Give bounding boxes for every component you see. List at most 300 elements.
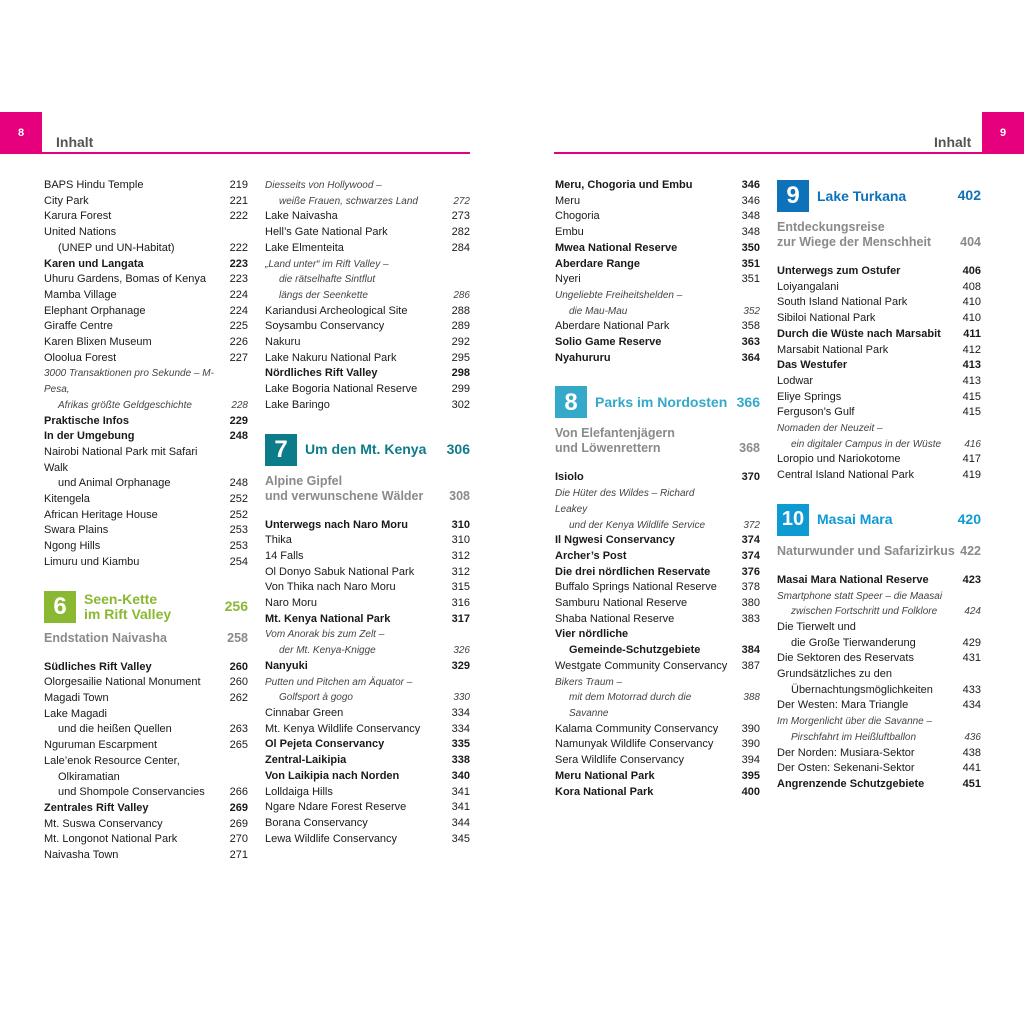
toc-entry-title: Ol Donyo Sabuk National Park <box>265 565 415 578</box>
toc-entry <box>555 533 760 549</box>
toc-entry-title: Naro Moru <box>265 597 317 610</box>
toc-entry <box>777 636 981 652</box>
chapter-title <box>817 189 958 204</box>
toc-entry-page: 284 <box>451 241 470 254</box>
toc-entry <box>555 643 760 659</box>
toc-entry-page: 298 <box>451 367 470 380</box>
toc-entry <box>777 604 981 620</box>
toc-entry-title: Lodwar <box>777 374 814 387</box>
toc-entry-title: „Land unter“ im Rift Valley – <box>265 258 389 270</box>
page-number-left: 8 <box>17 127 25 139</box>
chapter-subtitle <box>555 426 760 456</box>
toc-entry <box>44 194 248 210</box>
toc-entry <box>44 722 248 738</box>
toc-entry <box>555 257 760 273</box>
toc-entry <box>555 518 760 534</box>
toc-entry-page: 438 <box>962 746 981 759</box>
toc-entry-page: 341 <box>451 801 470 814</box>
toc-entry <box>555 737 760 753</box>
toc-entry-title: Naivasha Town <box>44 849 119 862</box>
toc-entry <box>777 651 981 667</box>
toc-entry <box>777 358 981 374</box>
toc-entry-title: mit dem Motorrad durch die Savanne <box>569 692 692 719</box>
header-rule-left <box>42 152 470 154</box>
toc-entry-title: Sera Wildlife Conservancy <box>555 754 684 767</box>
toc-entry-page: 348 <box>741 226 760 239</box>
toc-entry <box>265 737 470 753</box>
header-rule-right <box>554 152 982 154</box>
toc-entry-title: Angrenzende Schutzgebiete <box>777 777 925 790</box>
toc-entry-page: 370 <box>741 471 760 484</box>
toc-entry <box>44 398 248 414</box>
toc-entry-title: Ngare Ndare Forest Reserve <box>265 801 407 814</box>
toc-entry-page: 224 <box>229 288 248 301</box>
toc-entry-title: Gemeinde-Schutzgebiete <box>569 644 701 657</box>
toc-entry-title: weiße Frauen, schwarzes Land <box>279 195 418 207</box>
toc-entry <box>555 351 760 367</box>
toc-entry-page: 226 <box>229 336 248 349</box>
toc-entry <box>265 382 470 398</box>
toc-entry-page: 417 <box>962 453 981 466</box>
toc-entry-page: 260 <box>229 676 248 689</box>
toc-entry-title: Zentral-Laikipia <box>265 754 347 767</box>
toc-entry-page: 254 <box>229 555 248 568</box>
page-header-right: Inhalt <box>934 134 972 150</box>
toc-entry <box>555 627 760 643</box>
toc-entry-title: Die Sektoren des Reservats <box>777 652 914 665</box>
toc-entry-page: 346 <box>741 179 760 191</box>
toc-entry <box>777 390 981 406</box>
toc-entry-title: Mt. Kenya National Park <box>265 612 391 625</box>
toc-entry-title: Lolldaiga Hills <box>265 785 333 798</box>
toc-entry-page: 412 <box>962 343 981 356</box>
toc-entry-title: Der Osten: Sekenani-Sektor <box>777 762 915 775</box>
toc-entry <box>44 351 248 367</box>
chapter-title <box>817 512 958 527</box>
toc-entry <box>44 848 248 864</box>
page-number-tab-left <box>0 112 42 154</box>
chapter-subtitle-line1: Alpine Gipfel <box>265 473 343 488</box>
toc-entry-title: Durch die Wüste nach Marsabit <box>777 327 941 340</box>
toc-entry-page: 248 <box>229 477 248 490</box>
toc-entry-title: United Nations <box>44 226 117 239</box>
toc-entry-title: Im Morgenlicht über die Savanne – <box>777 716 933 728</box>
toc-entry-page: 316 <box>451 597 470 610</box>
toc-entry-title: Masai Mara National Reserve <box>777 573 929 586</box>
toc-entry-title: Südliches Rift Valley <box>44 660 152 673</box>
toc-entry-title: Hell’s Gate National Park <box>265 226 388 239</box>
toc-entry-title: Das Westufer <box>777 359 848 372</box>
toc-entry <box>265 225 470 241</box>
toc-entry <box>44 209 248 225</box>
toc-entry <box>777 730 981 746</box>
toc-entry <box>777 374 981 390</box>
toc-entry-title: Oloolua Forest <box>44 351 117 364</box>
toc-entry-title: South Island National Park <box>777 296 908 309</box>
chapter-subtitle-text <box>777 544 955 559</box>
toc-entry-title: Die drei nördlichen Reservate <box>555 565 711 578</box>
toc-entry-title: (UNEP und UN-Habitat) <box>58 241 175 254</box>
toc-entry-title: Loiyangalani <box>777 280 839 293</box>
toc-entry-page: 351 <box>741 257 760 270</box>
toc-entry-title: Borana Conservancy <box>265 816 368 829</box>
toc-entry-title: Karura Forest <box>44 210 112 223</box>
toc-entry-title: Namunyak Wildlife Conservancy <box>555 738 714 751</box>
chapter-number-box: 8 <box>555 386 587 418</box>
toc-entry-title: Unterwegs zum Ostufer <box>777 265 901 277</box>
toc-entry-title: Diesseits von Hollywood – <box>265 180 382 191</box>
toc-entry <box>265 832 470 848</box>
toc-entry <box>555 335 760 351</box>
toc-entry <box>555 470 760 486</box>
toc-entry-title: Die Hüter des Wildes – Richard Leakey <box>555 488 695 515</box>
toc-entry-title: Lake Naivasha <box>265 210 338 223</box>
toc-entry <box>555 241 760 257</box>
toc-entry-title: Nguruman Escarpment <box>44 739 158 752</box>
chapter-number-box: 6 <box>44 591 76 623</box>
toc-entry-page: 262 <box>229 691 248 704</box>
toc-entry-page: 400 <box>741 785 760 798</box>
toc-entry-page: 346 <box>741 194 760 207</box>
toc-entry-title: Ferguson’s Gulf <box>777 406 855 419</box>
toc-entry-title: Limuru und Kiambu <box>44 555 140 568</box>
toc-entry-page: 411 <box>963 327 981 340</box>
toc-entry-title: Embu <box>555 226 584 239</box>
toc-entry <box>265 675 470 691</box>
toc-entry-title: Ol Pejeta Conservancy <box>265 738 385 751</box>
toc-entry <box>265 690 470 706</box>
chapter-subtitle-line1: Von Elefantenjägern <box>555 426 675 441</box>
toc-entry-page: 364 <box>741 351 760 364</box>
chapter-title-row <box>555 384 760 420</box>
toc-entry-title: Aberdare Range <box>555 257 640 270</box>
toc-entry <box>265 627 470 643</box>
chapter-subtitle-line1: Endstation Naivasha <box>44 630 167 645</box>
toc-entry-title: Olorgesailie National Monument <box>44 676 201 689</box>
toc-entry <box>44 660 248 676</box>
toc-entry-page: 224 <box>229 304 248 317</box>
toc-entry-page: 326 <box>453 645 470 657</box>
toc-entry <box>777 264 981 280</box>
toc-entry <box>44 770 248 786</box>
chapter-page: 420 <box>957 510 981 527</box>
toc-entry-title: Grundsätzliches zu den <box>777 668 892 681</box>
toc-entry-title: Solio Game Reserve <box>555 336 662 349</box>
toc-entry <box>265 351 470 367</box>
toc-entry <box>265 800 470 816</box>
toc-entry-title: Soysambu Conservancy <box>265 320 385 333</box>
toc-entry-page: 345 <box>451 832 470 845</box>
toc-entry-page: 295 <box>451 351 470 364</box>
toc-entry <box>777 573 981 589</box>
toc-entry <box>44 335 248 351</box>
toc-entry <box>44 319 248 335</box>
chapter-subtitle <box>777 544 981 559</box>
toc-entry <box>777 683 981 699</box>
toc-entry-page: 266 <box>229 786 248 799</box>
chapter-title-row <box>777 178 981 214</box>
chapter-title-row <box>44 589 248 625</box>
toc-entry <box>555 753 760 769</box>
toc-entry-title: Nomaden der Neuzeit – <box>777 423 883 435</box>
toc-entry <box>555 612 760 628</box>
toc-entry-page: 270 <box>229 833 248 846</box>
toc-entry-title: Nanyuki <box>265 659 308 672</box>
toc-entry-title: Golfsport à gogo <box>279 692 353 704</box>
toc-entry-title: Swara Plains <box>44 524 109 537</box>
toc-entry-page: 394 <box>741 754 760 767</box>
toc-entry <box>777 452 981 468</box>
toc-entry-page: 248 <box>229 430 248 443</box>
toc-entry-title: Westgate Community Conservancy <box>555 659 728 672</box>
toc-entry-title: zwischen Fortschritt und Folklore <box>791 606 938 618</box>
toc-entry <box>555 288 760 304</box>
toc-entry-title: Mt. Kenya Wildlife Conservancy <box>265 722 421 735</box>
toc-entry <box>44 445 248 476</box>
toc-entry-title: Samburu National Reserve <box>555 597 688 610</box>
chapter-page: 366 <box>736 393 760 410</box>
toc-entry-page: 282 <box>451 226 470 239</box>
chapter-page: 256 <box>224 597 248 614</box>
toc-entry-title: Cinnabar Green <box>265 706 344 719</box>
toc-entry-page: 223 <box>229 257 248 270</box>
toc-entry-page: 221 <box>229 194 248 207</box>
toc-entry-page: 374 <box>741 534 760 547</box>
toc-entry-title: der Mt. Kenya-Knigge <box>279 645 376 657</box>
toc-entry <box>44 366 248 397</box>
toc-entry-title: Kariandusi Archeological Site <box>265 304 408 317</box>
toc-entry <box>265 272 470 288</box>
toc-entry-title: Vier nördliche <box>555 628 629 641</box>
toc-entry-title: Übernachtungsmöglichkeiten <box>791 683 933 696</box>
toc-entry-page: 227 <box>229 351 248 364</box>
toc-entry-page: 286 <box>453 289 470 301</box>
toc-entry-page: 334 <box>451 722 470 735</box>
toc-entry-page: 416 <box>964 438 981 450</box>
toc-entry-page: 376 <box>741 565 760 578</box>
toc-entry-page: 260 <box>229 660 248 673</box>
toc-entry <box>555 722 760 738</box>
toc-entry <box>777 667 981 683</box>
toc-entry-page: 289 <box>451 320 470 333</box>
toc-entry <box>555 565 760 581</box>
toc-entry-title: Nyeri <box>555 273 581 286</box>
toc-entry-title: Afrikas größte Geldgeschichte <box>58 399 192 411</box>
page-number-right: 9 <box>999 127 1007 139</box>
toc-entry-title: Die Tierwelt und <box>777 620 856 633</box>
chapter-title-row <box>777 502 981 538</box>
toc-entry-title: Karen und Langata <box>44 257 144 270</box>
toc-entry-title: Buffalo Springs National Reserve <box>555 581 717 594</box>
toc-entry-page: 408 <box>962 280 981 293</box>
toc-entry-page: 363 <box>741 336 760 349</box>
toc-entry <box>555 194 760 210</box>
toc-entry-page: 288 <box>451 304 470 317</box>
chapter-subtitle <box>777 220 981 250</box>
chapter-subtitle-line2: und Löwenrettern <box>555 441 661 456</box>
toc-entry <box>265 257 470 273</box>
toc-entry <box>265 753 470 769</box>
toc-entry-page: 271 <box>229 849 248 862</box>
toc-entry <box>44 691 248 707</box>
toc-entry-page: 219 <box>229 179 248 191</box>
toc-entry <box>265 209 470 225</box>
toc-entry <box>265 241 470 257</box>
toc-entry <box>44 508 248 524</box>
toc-entry-page: 387 <box>741 659 760 672</box>
chapter-title-line1: Parks im Nordosten <box>595 393 728 410</box>
toc-entry-title: Vom Anorak bis zum Zelt – <box>265 629 385 641</box>
toc-entry-page: 436 <box>964 731 981 743</box>
toc-entry-title: Nyahururu <box>555 351 611 364</box>
chapter-subtitle-page: 404 <box>960 235 981 249</box>
toc-entry <box>44 817 248 833</box>
toc-entry <box>555 272 760 288</box>
toc-entry-page: 302 <box>451 398 470 411</box>
toc-entry <box>265 659 470 675</box>
toc-entry-page: 312 <box>451 565 470 578</box>
toc-entry <box>777 777 981 793</box>
toc-entry-title: Mt. Longonot National Park <box>44 833 178 846</box>
toc-entry <box>555 690 760 721</box>
toc-entry <box>44 429 248 445</box>
toc-entry-page: 341 <box>451 785 470 798</box>
toc-entry-title: die Große Tierwanderung <box>791 636 916 649</box>
toc-entry <box>265 335 470 351</box>
chapter-title-line1: Lake Turkana <box>817 187 907 204</box>
chapter-subtitle-text <box>555 426 675 456</box>
toc-entry-page: 395 <box>741 769 760 782</box>
toc-entry-page: 265 <box>229 739 248 752</box>
toc-entry <box>265 565 470 581</box>
toc-entry-page: 383 <box>741 612 760 625</box>
toc-entry-page: 352 <box>743 305 760 317</box>
chapter-title-line1: Masai Mara <box>817 511 893 528</box>
toc-entry <box>265 304 470 320</box>
toc-entry <box>555 596 760 612</box>
toc-entry-page: 358 <box>741 320 760 333</box>
toc-entry <box>265 612 470 628</box>
toc-entry-title: Praktische Infos <box>44 414 129 427</box>
toc-entry-title: ein digitaler Campus in der Wüste <box>791 438 942 450</box>
toc-entry-title: Unterwegs nach Naro Moru <box>265 518 409 531</box>
toc-entry <box>44 257 248 273</box>
toc-entry <box>555 659 760 675</box>
toc-entry-page: 378 <box>741 581 760 594</box>
toc-entry-title: Chogoria <box>555 210 600 223</box>
chapter-title <box>595 395 737 410</box>
chapter-subtitle-page: 422 <box>960 543 981 558</box>
toc-entry-page: 424 <box>964 606 981 618</box>
toc-entry-title: Magadi Town <box>44 691 109 704</box>
toc-entry-page: 406 <box>962 265 981 277</box>
toc-entry-title: Il Ngwesi Conservancy <box>555 534 675 547</box>
toc-entry-page: 380 <box>741 597 760 610</box>
chapter-page: 402 <box>957 187 981 204</box>
toc-column-3 <box>555 178 760 800</box>
toc-entry <box>265 549 470 565</box>
toc-entry <box>44 832 248 848</box>
toc-entry <box>44 272 248 288</box>
toc-entry-title: Karen Blixen Museum <box>44 336 152 349</box>
toc-entry <box>777 343 981 359</box>
chapter-heading <box>265 432 470 504</box>
toc-entry <box>555 319 760 335</box>
toc-entry-page: 263 <box>229 723 248 736</box>
toc-entry-title: Meru, Chogoria und Embu <box>555 179 693 191</box>
toc-entry-page: 273 <box>451 210 470 223</box>
toc-entry-title: Zentrales Rift Valley <box>44 801 149 814</box>
toc-entry-page: 384 <box>741 644 760 657</box>
toc-entry-title: Mt. Suswa Conservancy <box>44 817 163 830</box>
page-header-left: Inhalt <box>56 134 94 150</box>
chapter-title-line1: Um den Mt. Kenya <box>305 441 427 458</box>
toc-entry-title: und der Kenya Wildlife Service <box>569 519 706 531</box>
toc-entry <box>777 714 981 730</box>
toc-entry-title: African Heritage House <box>44 508 158 521</box>
toc-entry-page: 272 <box>453 195 470 207</box>
toc-entry-title: und die heißen Quellen <box>58 723 172 736</box>
toc-entry-title: Isiolo <box>555 471 584 484</box>
toc-entry <box>265 785 470 801</box>
chapter-subtitle <box>265 474 470 504</box>
toc-entry-page: 299 <box>451 383 470 396</box>
toc-entry <box>555 675 760 691</box>
toc-entry <box>265 596 470 612</box>
toc-entry <box>777 761 981 777</box>
toc-entry-page: 223 <box>229 273 248 286</box>
toc-entry-title: Aberdare National Park <box>555 320 670 333</box>
toc-entry-page: 372 <box>743 519 760 531</box>
toc-entry-title: Olkiramatian <box>58 770 120 783</box>
toc-entry-page: 410 <box>962 312 981 325</box>
toc-entry-title: und Animal Orphanage <box>58 477 171 490</box>
toc-entry-page: 419 <box>962 469 981 482</box>
toc-entry-title: Giraffe Centre <box>44 320 113 333</box>
toc-entry-page: 431 <box>962 652 981 665</box>
toc-entry-title: Nairobi National Park mit Safari Walk <box>44 445 198 474</box>
toc-entry <box>555 304 760 320</box>
toc-entry-page: 292 <box>451 336 470 349</box>
toc-entry-title: Archer’s Post <box>555 549 627 562</box>
toc-entry-page: 388 <box>743 692 760 704</box>
toc-entry <box>265 288 470 304</box>
chapter-heading <box>555 384 760 456</box>
toc-entry <box>44 241 248 257</box>
toc-entry-title: und Shompole Conservancies <box>58 786 205 799</box>
toc-entry-page: 315 <box>451 581 470 594</box>
toc-entry-page: 434 <box>962 699 981 712</box>
toc-entry <box>44 785 248 801</box>
toc-entry-page: 252 <box>229 508 248 521</box>
toc-entry-title: Mwea National Reserve <box>555 241 678 254</box>
toc-entry-title: Lewa Wildlife Conservancy <box>265 832 398 845</box>
toc-entry-title: Meru National Park <box>555 769 655 782</box>
toc-entry-page: 330 <box>453 692 470 704</box>
toc-entry-title: die Mau-Mau <box>569 305 628 317</box>
toc-entry-page: 310 <box>451 518 470 531</box>
toc-entry <box>265 769 470 785</box>
toc-entry-page: 317 <box>451 612 470 625</box>
chapter-title <box>84 592 225 622</box>
toc-entry-title: Thika <box>265 534 292 547</box>
toc-entry-title: Ngong Hills <box>44 540 101 553</box>
toc-entry-page: 374 <box>741 549 760 562</box>
toc-entry <box>265 722 470 738</box>
chapter-number-box: 7 <box>265 434 297 466</box>
toc-entry-page: 348 <box>741 210 760 223</box>
toc-entry-title: Putten und Pitchen am Äquator – <box>265 676 413 688</box>
